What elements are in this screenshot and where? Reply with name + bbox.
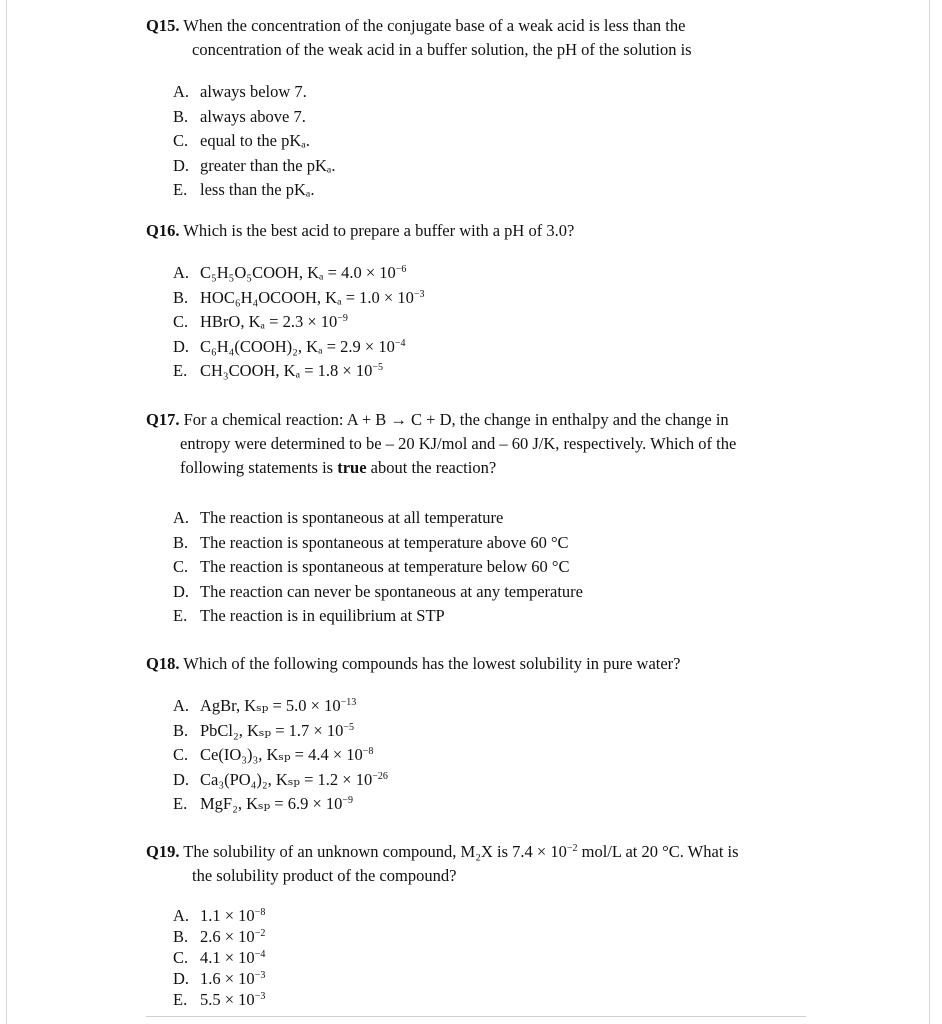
option-e[interactable]: E. $5.5 \times 10^{-3}$: [173, 990, 266, 1009]
emphasis-true: true: [337, 458, 367, 477]
options-q17: [173, 506, 813, 629]
option-a[interactable]: A. $1.1 \times 10^{-8}$: [173, 906, 266, 925]
option-b[interactable]: B. The reaction is spontaneous at temperature above 60 °C: [173, 532, 569, 552]
option-e[interactable]: E. CH₃COOH, $K_a = 1.8 \times 10^{-5}$: [173, 361, 383, 380]
option-b[interactable]: B. always above 7.: [173, 106, 306, 126]
option-e[interactable]: E. less than the pKₐ.: [173, 180, 315, 199]
question-text-cont: the solubility product of the compound?: [192, 866, 457, 885]
option-d[interactable]: D. greater than the pKₐ.: [173, 155, 336, 175]
question-text: Which is the best acid to prepare a buffer with a pH of 3.0?: [183, 221, 575, 240]
option-a[interactable]: A. C₅H₅O₅COOH, $K_a = 4.0 \times 10^{-6}$: [173, 263, 407, 282]
options-q15: [173, 80, 813, 203]
option-c[interactable]: C. equal to the pKₐ.: [173, 131, 310, 150]
option-d[interactable]: D. C₆H₄(COOH)₂, $K_a = 2.9 \times 10^{-4}$: [173, 336, 406, 356]
option-e[interactable]: E. MgF₂, $K_{sp} = 6.9 \times 10^{-9}$: [173, 794, 354, 813]
page-bottom-divider: [146, 1016, 806, 1017]
question-number: Q18.: [146, 654, 180, 673]
question-19: Q19. The solubility of an unknown compound, M₂X is $7.4 \times 10^{-2}$ mol/L at 20 °C. What is the solubility product of the compound?: [146, 840, 816, 888]
option-a[interactable]: A. AgBr, $K_{sp} = 5.0 \times 10^{-13}$: [173, 696, 357, 715]
question-text-cont: concentration of the weak acid in a buffer solution, the pH of the solution is: [192, 40, 692, 59]
option-b[interactable]: B. PbCl₂, $K_{sp} = 1.7 \times 10^{-5}$: [173, 720, 354, 740]
question-text-cont: following statements is true about the reaction?: [180, 458, 497, 477]
options-q19: [173, 905, 813, 1010]
question-text: For a chemical reaction: A + B → C + D, the change in enthalpy and the change in: [183, 410, 729, 429]
options-q18: [173, 694, 813, 817]
question-number: Q19.: [146, 842, 180, 861]
question-number: Q16.: [146, 221, 180, 240]
options-q16: [173, 261, 813, 384]
question-16: [146, 219, 816, 243]
option-c[interactable]: C. Ce(IO₃)₃, $K_{sp} = 4.4 \times 10^{-8}$: [173, 745, 374, 764]
option-c[interactable]: C. HBrO, $K_a = 2.3 \times 10^{-9}$: [173, 312, 348, 331]
question-number: Q17.: [146, 410, 180, 429]
question-18: [146, 652, 816, 676]
question-text: Which of the following compounds has the lowest solubility in pure water?: [183, 654, 681, 673]
option-a[interactable]: A. The reaction is spontaneous at all temperature: [173, 508, 504, 527]
option-d[interactable]: D. Ca₃(PO₄)₂, $K_{sp} = 1.2 \times 10^{-26}$: [173, 769, 388, 789]
question-17: [146, 408, 816, 480]
question-text-cont: entropy were determined to be – 20 KJ/mol and – 60 J/K, respectively. Which of the: [180, 434, 737, 453]
question-text: The solubility of an unknown compound, M₂X is 7.4 × 10: [183, 842, 567, 861]
option-c[interactable]: C. The reaction is spontaneous at temperature below 60 °C: [173, 557, 570, 576]
option-d[interactable]: D. $1.6 \times 10^{-3}$: [173, 969, 266, 988]
question-text: When the concentration of the conjugate base of a weak acid is less than the: [183, 16, 686, 35]
option-a[interactable]: A. always below 7.: [173, 82, 307, 101]
option-b[interactable]: B. HOC₆H₄OCOOH, $K_a = 1.0 \times 10^{-3}$: [173, 287, 425, 307]
option-c[interactable]: C. $4.1 \times 10^{-4}$: [173, 948, 266, 967]
option-e[interactable]: E. The reaction is in equilibrium at STP: [173, 606, 445, 625]
option-b[interactable]: B. $2.6 \times 10^{-2}$: [173, 927, 266, 946]
question-number: Q15.: [146, 16, 180, 35]
question-15: [146, 14, 816, 62]
option-d[interactable]: D. The reaction can never be spontaneous at any temperature: [173, 581, 583, 601]
